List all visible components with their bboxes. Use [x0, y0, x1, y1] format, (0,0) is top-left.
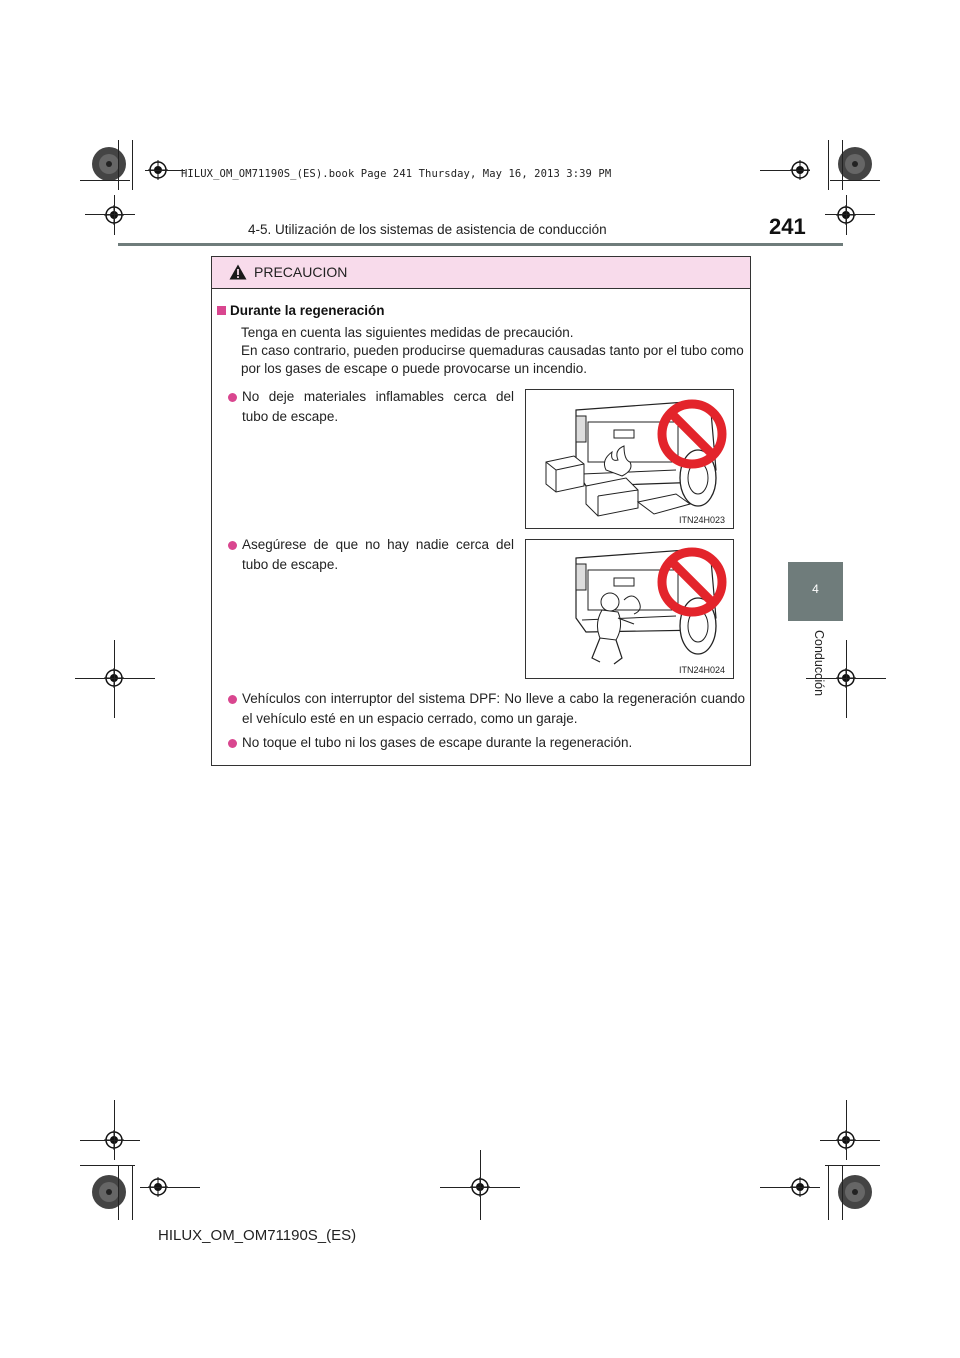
- bullet-4-text: No toque el tubo ni los gases de escape durante la regeneración.: [242, 735, 633, 750]
- bullet-dot-icon: [228, 541, 237, 550]
- caution-header: [212, 257, 750, 289]
- chapter-label: Conducción: [812, 630, 826, 697]
- illustration-person: [525, 539, 734, 679]
- bullet-dot-icon: [228, 393, 237, 402]
- section-title: 4-5. Utilización de los sistemas de asistencia de conducción: [248, 222, 607, 237]
- heading-square-icon: [217, 306, 226, 315]
- bullet-dot-icon: [228, 739, 237, 748]
- bullet-1-text: No deje materiales inflamables cerca del tubo de escape.: [242, 389, 514, 424]
- illustration-code: ITN24H023: [678, 515, 725, 525]
- truck-person-illustration: [526, 540, 733, 678]
- manual-code: HILUX_OM_OM71190S_(ES): [158, 1227, 357, 1244]
- color-bar-star-icon: [91, 1174, 127, 1210]
- caution-box: [211, 256, 751, 766]
- bullet-dot-icon: [228, 695, 237, 704]
- illustration-flammables: [525, 389, 734, 529]
- chapter-tab: [788, 562, 843, 621]
- color-bar-star-icon: [91, 146, 127, 182]
- bullet-3-text: Vehículos con interruptor del sistema DPF: No lleve a cabo la regeneración cuando el vehículo esté en un espacio cerrado, como un garaje.: [242, 691, 745, 726]
- header-rule: [118, 243, 843, 246]
- print-slug: HILUX_OM_OM71190S_(ES).book Page 241 Thursday, May 16, 2013 3:39 PM: [181, 168, 612, 180]
- intro-line-3: por los gases de escape o puede provocarse un incendio.: [241, 361, 587, 376]
- caution-title: PRECAUCION: [254, 264, 348, 280]
- intro-line-2: En caso contrario, pueden producirse quemaduras causadas tanto por el tubo como: [241, 343, 744, 358]
- truck-flammables-illustration: [526, 390, 733, 528]
- caution-heading: Durante la regeneración: [230, 303, 385, 318]
- warning-triangle-icon: [229, 264, 247, 280]
- bullet-2-text: Asegúrese de que no hay nadie cerca del tubo de escape.: [242, 537, 514, 572]
- chapter-number: 4: [812, 582, 819, 596]
- illustration-code: ITN24H024: [678, 665, 725, 675]
- page-number: 241: [769, 214, 806, 239]
- intro-line-1: Tenga en cuenta las siguientes medidas de precaución.: [241, 325, 574, 340]
